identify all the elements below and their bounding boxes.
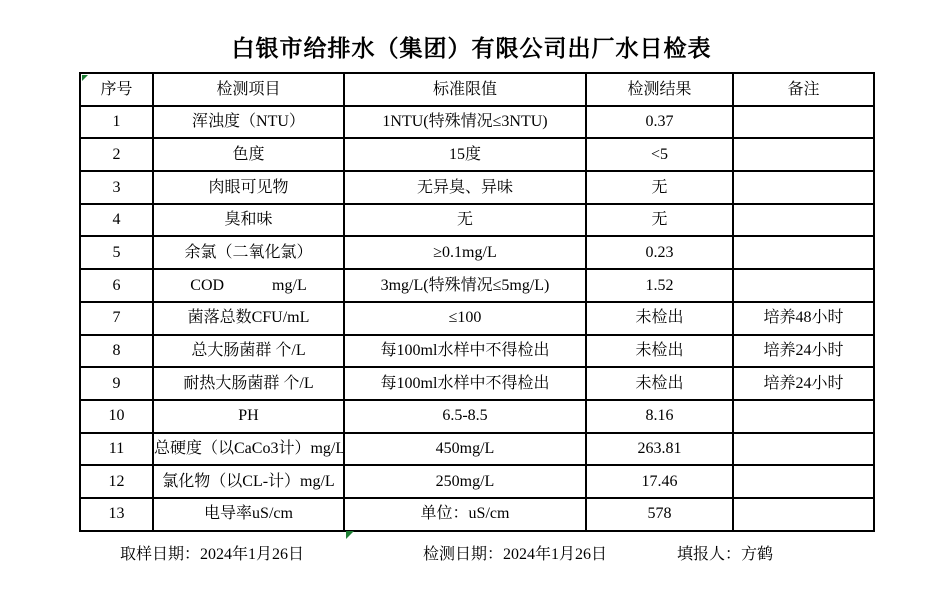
- result-cell: 17.46: [586, 465, 733, 498]
- limit-cell: 15度: [344, 138, 586, 171]
- limit-cell: 单位：uS/cm: [344, 498, 586, 531]
- header-remark: 备注: [733, 73, 874, 106]
- test-date-value: 2024年1月26日: [503, 546, 608, 563]
- seq-cell: 5: [80, 236, 153, 269]
- header-seq: 序号: [80, 73, 153, 106]
- seq-cell: 10: [80, 400, 153, 433]
- remark-cell: [733, 138, 874, 171]
- test-date-label: 检测日期：: [423, 546, 504, 563]
- result-cell: 1.52: [586, 269, 733, 302]
- test-date: [423, 541, 607, 564]
- table-row: [80, 302, 874, 335]
- result-cell: 0.37: [586, 106, 733, 139]
- table-row: [80, 106, 874, 139]
- seq-cell: 8: [80, 335, 153, 368]
- remark-cell: [733, 236, 874, 269]
- seq-cell: 2: [80, 138, 153, 171]
- seq-cell: 9: [80, 367, 153, 400]
- result-cell: 8.16: [586, 400, 733, 433]
- sample-date-label: 取样日期：: [120, 546, 201, 563]
- table-row: [80, 400, 874, 433]
- result-cell: 未检出: [586, 367, 733, 400]
- cell-flag-icon: [82, 75, 88, 81]
- result-cell: 无: [586, 204, 733, 237]
- table-row: [80, 269, 874, 302]
- limit-cell: 1NTU(特殊情况≤3NTU): [344, 106, 586, 139]
- item-cell: 肉眼可见物: [153, 171, 344, 204]
- seq-cell: 1: [80, 106, 153, 139]
- result-cell: 无: [586, 171, 733, 204]
- limit-cell: 无: [344, 204, 586, 237]
- item-cell: PH: [153, 400, 344, 433]
- limit-cell: ≥0.1mg/L: [344, 236, 586, 269]
- header-row: [80, 73, 874, 106]
- seq-cell: 12: [80, 465, 153, 498]
- item-cell: 总大肠菌群 个/L: [153, 335, 344, 368]
- seq-cell: 6: [80, 269, 153, 302]
- limit-cell: 每100ml水样中不得检出: [344, 367, 586, 400]
- seq-cell: 13: [80, 498, 153, 531]
- remark-cell: [733, 171, 874, 204]
- item-cell: 浑浊度（NTU）: [153, 106, 344, 139]
- item-cell: COD mg/L: [153, 269, 344, 302]
- table-body: [80, 106, 874, 531]
- item-cell: 色度: [153, 138, 344, 171]
- remark-cell: [733, 433, 874, 466]
- table-row: [80, 367, 874, 400]
- result-cell: 263.81: [586, 433, 733, 466]
- sample-date: [120, 541, 304, 564]
- result-cell: 578: [586, 498, 733, 531]
- item-cell: 电导率uS/cm: [153, 498, 344, 531]
- limit-cell: 6.5-8.5: [344, 400, 586, 433]
- remark-cell: [733, 204, 874, 237]
- item-cell: 菌落总数CFU/mL: [153, 302, 344, 335]
- header-item: 检测项目: [153, 73, 344, 106]
- reporter-label: 填报人：: [677, 546, 742, 563]
- item-cell: 余氯（二氧化氯）: [153, 236, 344, 269]
- inspection-table: [79, 72, 875, 532]
- result-cell: 0.23: [586, 236, 733, 269]
- table-row: [80, 465, 874, 498]
- limit-cell: 250mg/L: [344, 465, 586, 498]
- limit-cell: 无异臭、异味: [344, 171, 586, 204]
- remark-cell: [733, 106, 874, 139]
- table-row: [80, 498, 874, 531]
- table-row: [80, 335, 874, 368]
- item-cell: 耐热大肠菌群 个/L: [153, 367, 344, 400]
- footer: [0, 541, 943, 565]
- remark-cell: [733, 498, 874, 531]
- remark-cell: 培养24小时: [733, 367, 874, 400]
- remark-cell: [733, 465, 874, 498]
- page-title: 白银市给排水（集团）有限公司出厂水日检表: [231, 36, 712, 61]
- item-cell: 总硬度（以CaCo3计）mg/L: [153, 433, 344, 466]
- seq-cell: 4: [80, 204, 153, 237]
- table-row: [80, 138, 874, 171]
- table-row: [80, 204, 874, 237]
- remark-cell: [733, 400, 874, 433]
- seq-cell: 7: [80, 302, 153, 335]
- table-row: [80, 236, 874, 269]
- header-result: 检测结果: [586, 73, 733, 106]
- remark-cell: 培养48小时: [733, 302, 874, 335]
- limit-cell: 3mg/L(特殊情况≤5mg/L): [344, 269, 586, 302]
- result-cell: 未检出: [586, 335, 733, 368]
- item-cell: 臭和味: [153, 204, 344, 237]
- cell-flag-icon: [346, 531, 354, 539]
- result-cell: <5: [586, 138, 733, 171]
- limit-cell: 450mg/L: [344, 433, 586, 466]
- header-limit: 标准限值: [344, 73, 586, 106]
- seq-cell: 11: [80, 433, 153, 466]
- table-row: [80, 171, 874, 204]
- reporter-value: 方鹤: [741, 546, 774, 563]
- remark-cell: 培养24小时: [733, 335, 874, 368]
- reporter: [677, 541, 773, 564]
- result-cell: 未检出: [586, 302, 733, 335]
- sample-date-value: 2024年1月26日: [200, 546, 305, 563]
- limit-cell: 每100ml水样中不得检出: [344, 335, 586, 368]
- remark-cell: [733, 269, 874, 302]
- seq-cell: 3: [80, 171, 153, 204]
- limit-cell: ≤100: [344, 302, 586, 335]
- table-row: [80, 433, 874, 466]
- item-cell: 氯化物（以CL-计）mg/L: [153, 465, 344, 498]
